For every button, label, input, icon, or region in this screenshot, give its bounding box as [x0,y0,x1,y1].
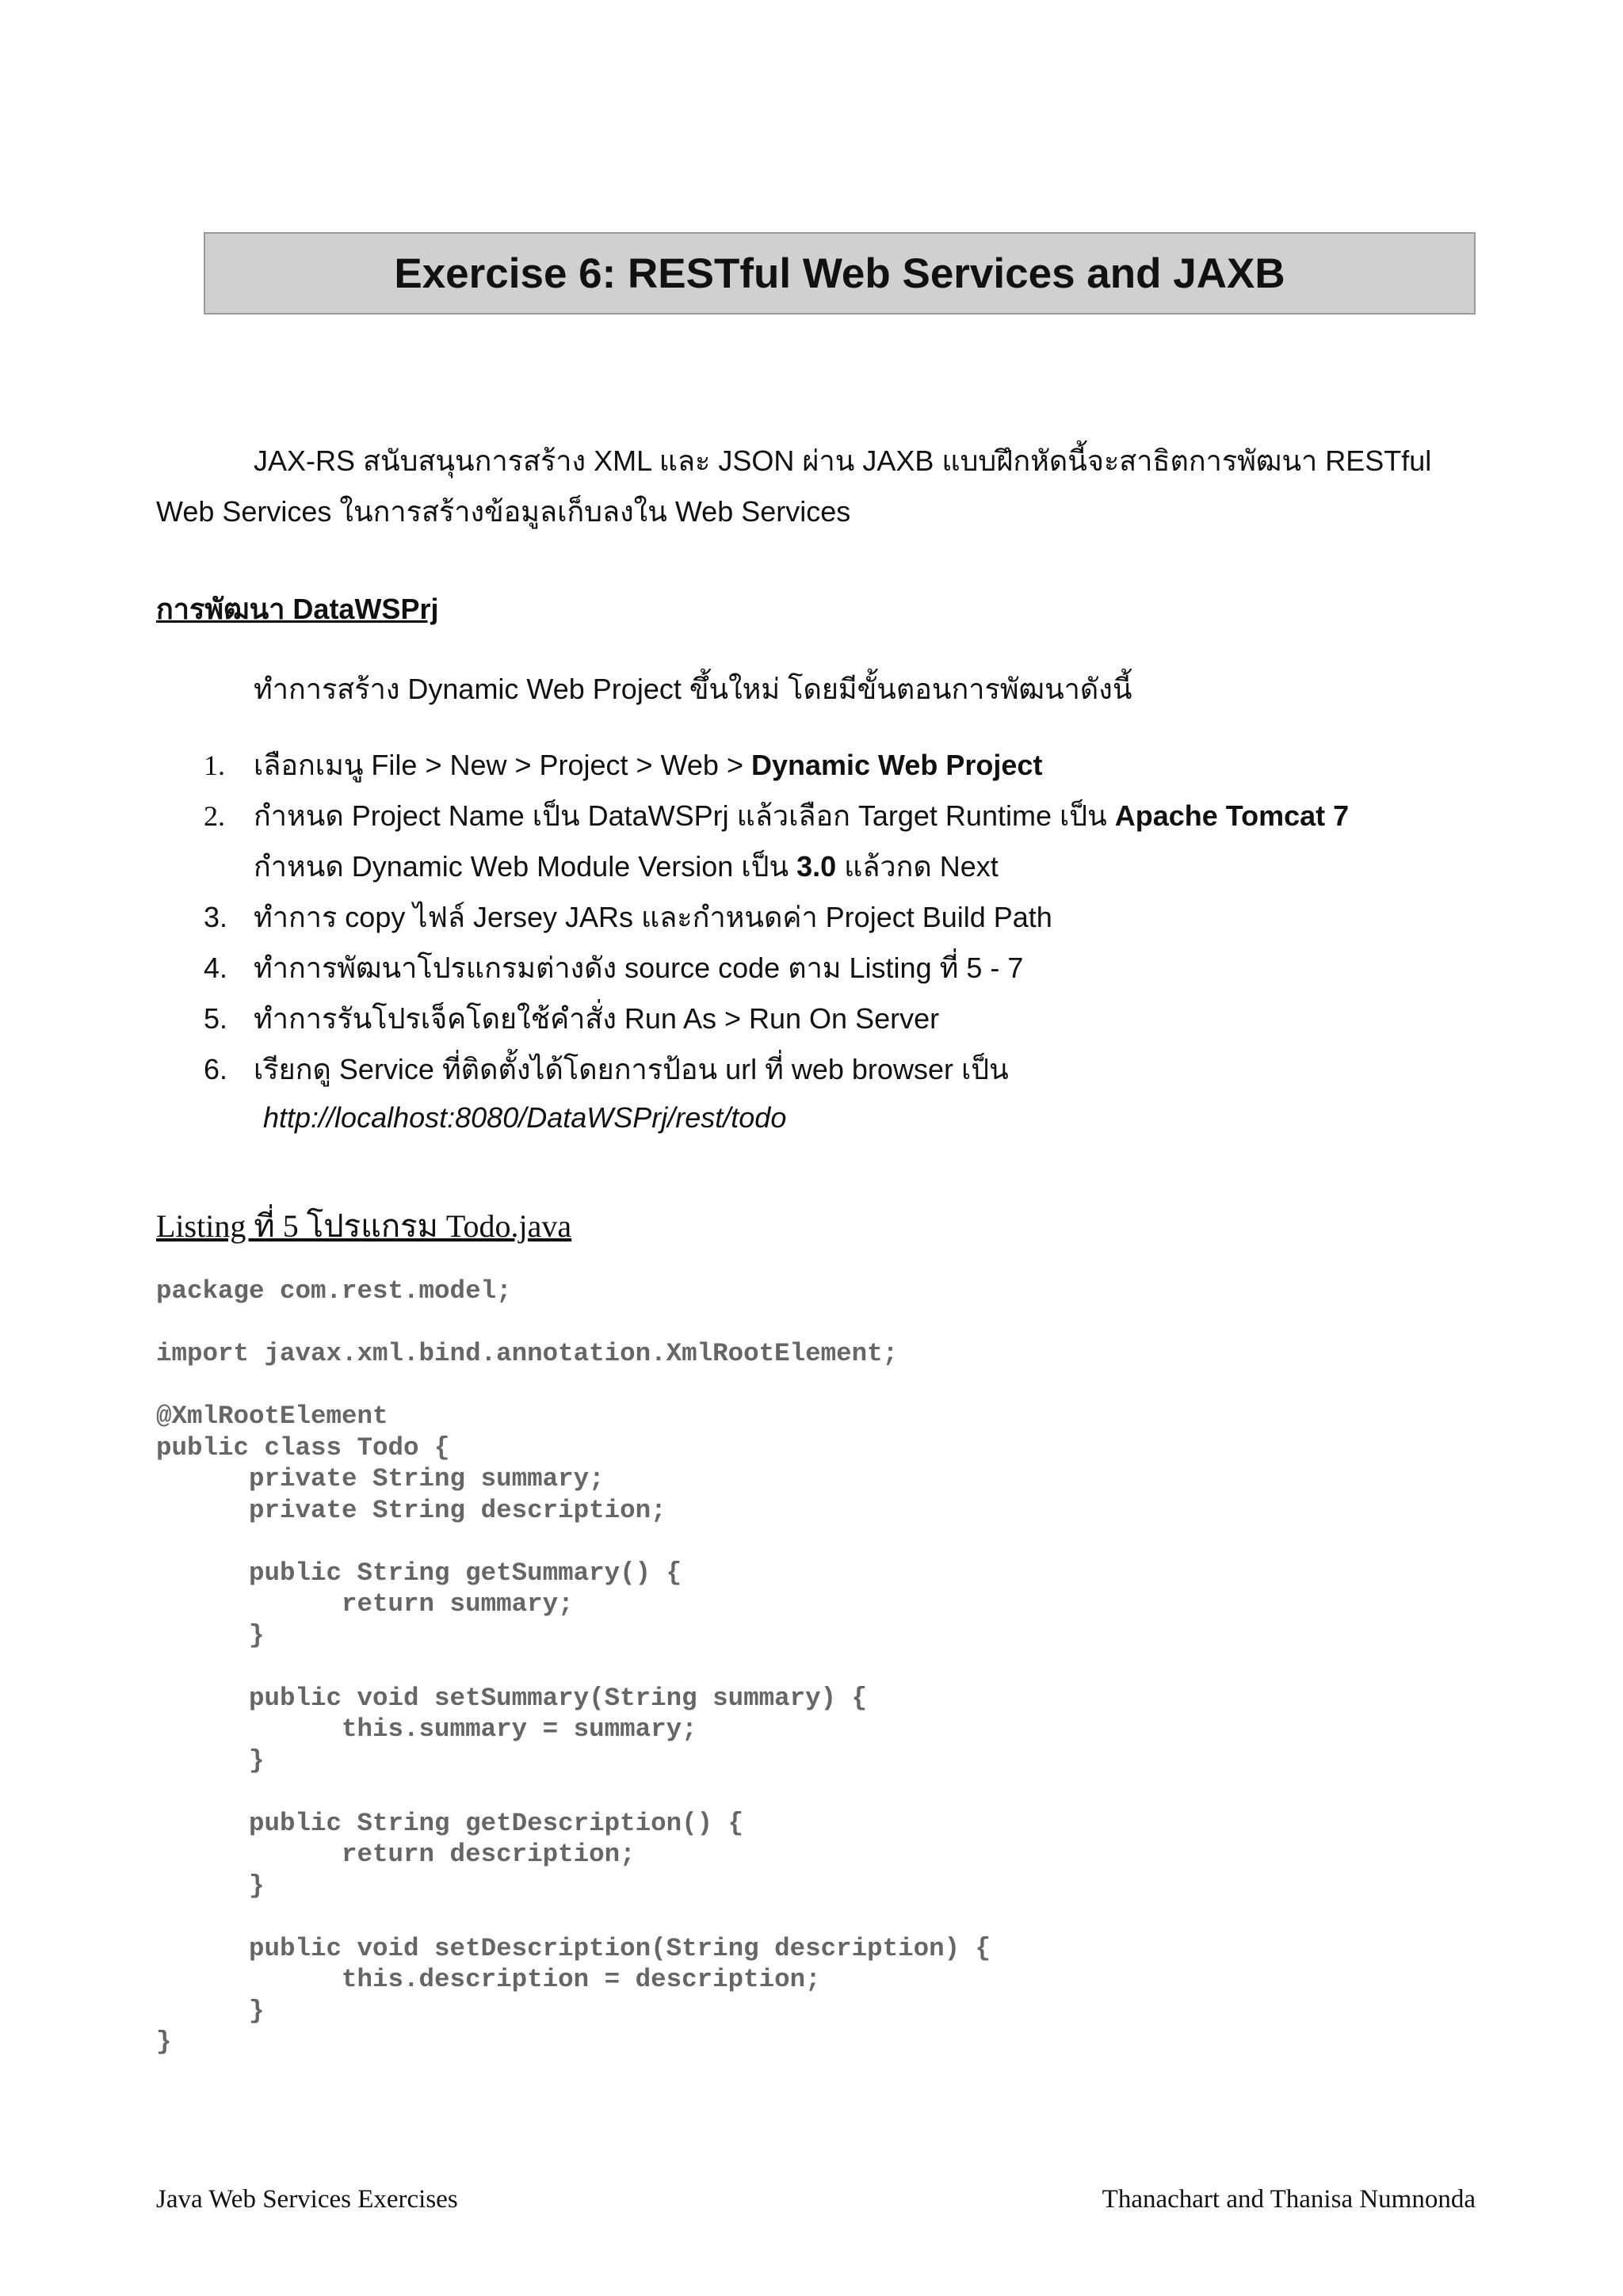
step-number: 3. [204,901,228,933]
step-item [204,994,1349,1044]
step-bold-version: 3.0 [796,850,837,883]
intro-line-2: Web Services ในการสร้างข้อมูลเก็บลงใน Web Services [156,495,851,528]
footer-right: Thanachart and Thanisa Numnonda [1102,2185,1476,2214]
lead-paragraph: ทำการสร้าง Dynamic Web Project ขึ้นใหม่ โดยมีขั้นตอนการพัฒนาดังนี้ [254,673,1132,705]
service-url: http://localhost:8080/DataWSPrj/rest/todo [263,1101,787,1134]
title-box [204,232,1476,315]
section-heading: การพัฒนา DataWSPrj [156,593,439,625]
step-item [204,892,1349,943]
step-text-line2: กำหนด Dynamic Web Module Version เป็น [254,850,797,883]
step-item [204,1044,1349,1095]
step-item [204,791,1349,892]
page-title: Exercise 6: RESTful Web Services and JAXB [394,250,1285,297]
step-number: 4. [204,952,228,984]
step-bold: Dynamic Web Project [750,749,1043,781]
step-number: 2. [204,800,225,832]
step-text: ทำการรันโปรเจ็คโดยใช้คำสั่ง Run As > Run On Server [254,1002,940,1035]
step-item [204,740,1349,791]
step-item [204,943,1349,994]
step-text: เลือกเมนู File > New > Project > Web > [254,749,751,781]
step-text: ทำการพัฒนาโปรแกรมต่างดัง source code ตาม Listing ที่ 5 - 7 [254,952,1024,984]
intro-line-1: JAX-RS สนับสนุนการสร้าง XML และ JSON ผ่าน JAXB แบบฝึกหัดนี้จะสาธิตการพัฒนา RESTful [254,444,1432,477]
code-listing: package com.rest.model; import javax.xml.bind.annotation.XmlRootElement; @XmlRootElement public class Todo { private String summary; private String description; public String getSummary() { return summary; } public void setSummary(String summary) { this.summary = summary; } public String getDescription() { return description; } public void setDescription(String description) { this.description = description; } } [156,1276,991,2057]
footer-left: Java Web Services Exercises [156,2185,458,2214]
listing-title: Listing ที่ 5 โปรแกรม Todo.java [156,1208,572,1244]
step-text: กำหนด Project Name เป็น DataWSPrj แล้วเลือก Target Runtime เป็น [254,799,1115,832]
step-number: 5. [204,1002,228,1035]
step-number: 6. [204,1053,228,1085]
step-text: ทำการ copy ไฟล์ Jersey JARs และกำหนดค่า Project Build Path [254,901,1052,933]
step-text-line2-end: แล้วกด Next [836,850,999,883]
step-text: เรียกดู Service ที่ติดตั้งได้โดยการป้อน url ที่ web browser เป็น [254,1053,1009,1085]
steps-list [204,740,1349,1095]
step-number: 1. [204,749,225,781]
step-bold: Apache Tomcat 7 [1114,799,1350,832]
